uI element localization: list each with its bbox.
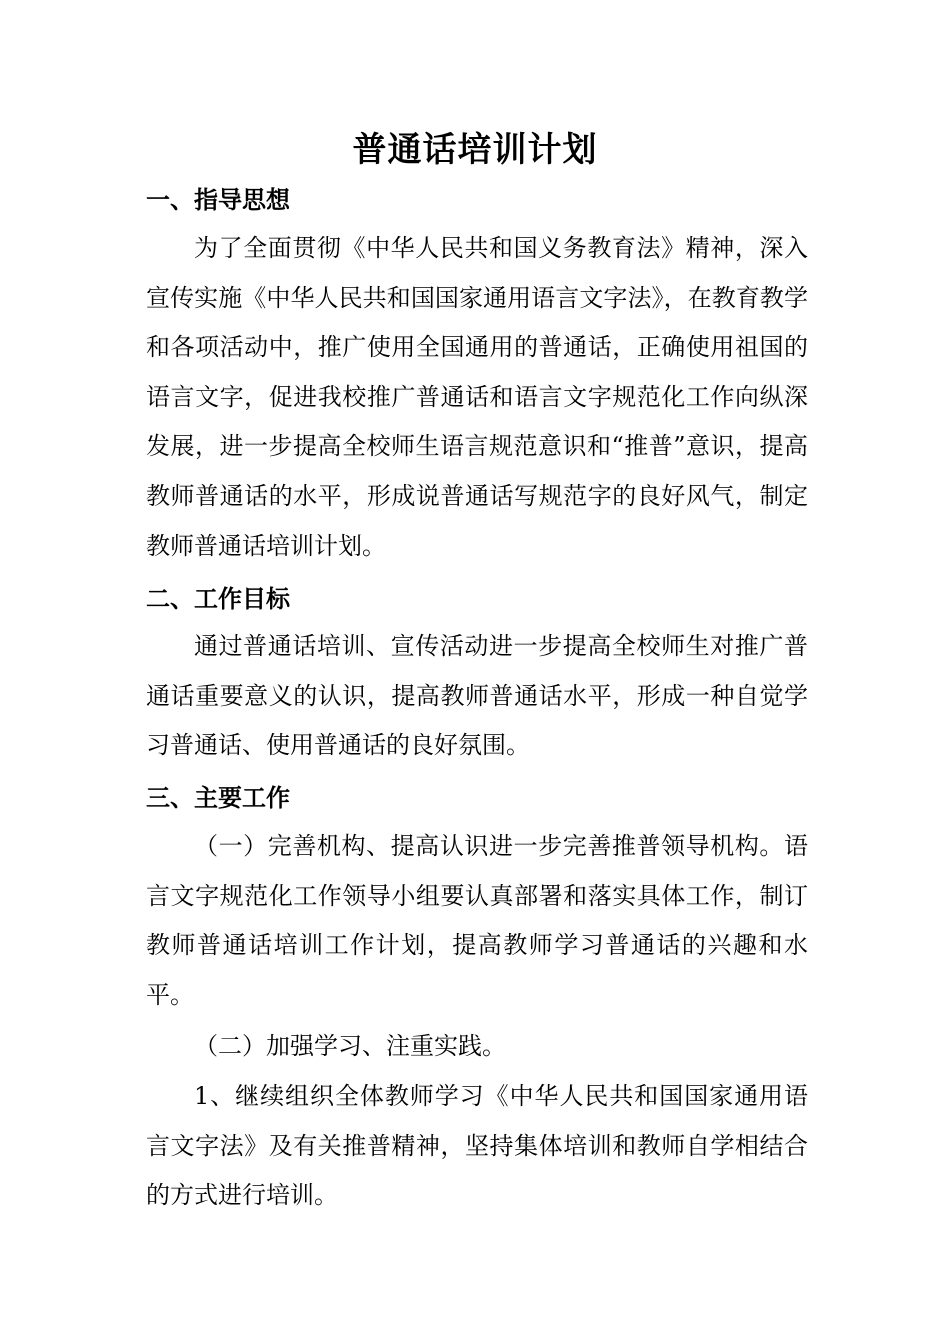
section-heading-guiding-ideology: 一、指导思想	[146, 186, 290, 214]
document-title: 普通话培训计划	[352, 130, 598, 170]
paragraph-main-work-1: （一）完善机构、提高认识进一步完善推普领导机构。语言文字规范化工作领导小组要认真部署和落实具体工作，制订教师普通话培训工作计划，提高教师学习普通话的兴趣和水平。	[146, 832, 808, 1009]
paragraph-work-goals: 通过普通话培训、宣传活动进一步提高全校师生对推广普通话重要意义的认识，提高教师普通话水平，形成一种自觉学习普通话、使用普通话的良好氛围。	[146, 632, 808, 760]
section-heading-work-goals: 二、工作目标	[146, 585, 290, 613]
section-heading-main-work: 三、主要工作	[146, 784, 290, 812]
paragraph-main-work-2: （二）加强学习、注重实践。	[194, 1032, 506, 1060]
paragraph-main-work-3: 1、继续组织全体教师学习《中华人民共和国国家通用语言文字法》及有关推普精神，坚持集体培训和教师自学相结合的方式进行培训。	[146, 1082, 808, 1210]
paragraph-guiding-ideology: 为了全面贯彻《中华人民共和国义务教育法》精神，深入宣传实施《中华人民共和国国家通用语言文字法》，在教育教学和各项活动中，推广使用全国通用的普通话，正确使用祖国的语言文字，促进我校推广普通话和语言文字规范化工作向纵深发展，进一步提高全校师生语言规范意识和“推普”意识，提高教师普通话的水平，形成说普通话写规范字的良好风气，制定教师普通话培训计划。	[146, 234, 808, 560]
